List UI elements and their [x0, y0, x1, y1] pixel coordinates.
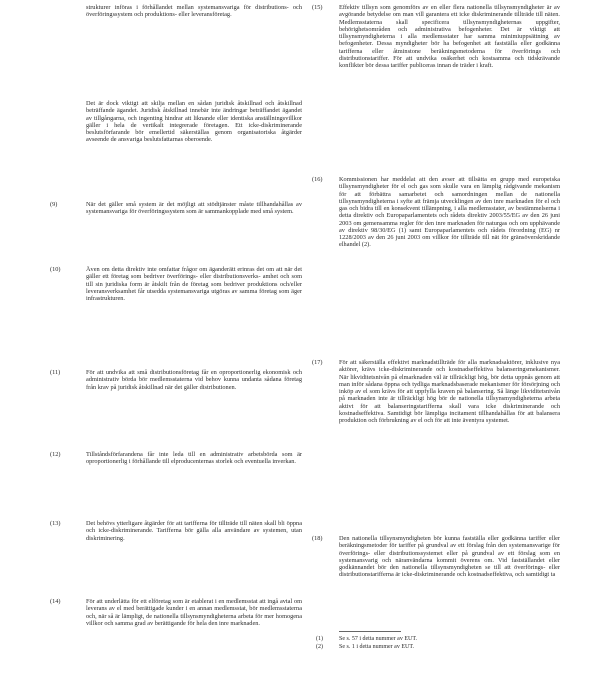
- paragraph-text: strukturer införas i förhållandet mellan systemansvariga för distributions- och överföringssystem och produktions- eller leveransföretag.: [86, 4, 302, 19]
- footnote-text: Se s. 1 i detta nummer av EUT.: [339, 644, 415, 650]
- paragraph-text: Även om detta direktiv inte omfattar frågor om äganderätt erinras det om att när det gäller ett företag som bedriver överförings- eller distributionsverks- amhet och som till sin juridiska form är åtskilt från de företag som bedriver produktions och/eller leveransverksamhet får utsedda systemansvariga utgöras av samma företag som äger infrastrukturen.: [86, 266, 302, 302]
- footnote-marker: (2): [316, 644, 323, 650]
- footnote: [312, 644, 560, 651]
- paragraph-text: För att underlätta för ett elföretag som är etablerat i en medlemsstat att ingå avtal om leverans av el med berättigade kunder i en annan medlemsstat, bör medlemsstaterna och, när så är lämpligt, de nationella tillsynsmyndigheterna arbeta för mer homogena villkor och samma grad av berättigande för hela den inre marknaden.: [86, 598, 302, 627]
- paragraph-number: (14): [50, 598, 61, 605]
- paragraph: [50, 451, 302, 466]
- paragraph-text: Tillståndsförfarandena får inte leda till en administrativ arbetsbörda som är oproportionerlig i förhållande till elproducenternas storlek och eventuella inverkan.: [86, 451, 302, 466]
- paragraph: [50, 598, 302, 627]
- paragraph: [312, 359, 560, 424]
- paragraph: [312, 176, 560, 249]
- paragraph: [312, 4, 560, 69]
- paragraph-text: Kommissionen har meddelat att den avser att tillsätta en grupp med europeiska tillsynsmyndigheter för el och gas som skulle vara en lämplig rådgivande mekanism för att förbättra samarbetet och samordningen mellan de nationella tillsynsmyndigheterna i syfte att främja utvecklingen av den inre marknaden för el och gas och bidra till en konsekvent tillämpning, i alla medlemsstater, av bestämmelserna i detta direktiv och Europaparlamentets och rådets direktiv 2003/55/EG av den 26 juni 2003 om gemensamma regler för den inre marknaden för naturgas och om upphävande av direktiv 98/30/EG (1) samt Europaparlamentets och rådets förordning (EG) nr 1228/2003 av den 26 juni 2003 om villkor för tillträde till nät för gränsöverskridande elhandel (2).: [339, 176, 560, 249]
- paragraph-text: För att säkerställa effektivt marknadstillträde för alla marknadsaktörer, inklusive nya aktörer, krävs icke-diskriminerande och kostnadseffektiva balanseringsmekanismer. När likviditetsnivån på elmarknaden väl är tillräckligt hög, bör detta uppnås genom att man inför sådana öppna och tydliga marknadsbaserade mekanismer för försörjning och inköp av el som krävs för att uppfylla kraven på balansering. Så länge likviditetsnivån på marknaden inte är tillräckligt hög bör de nationella tillsynsmyndigheterna arbeta aktivt för att balanseringstarifferna skall vara icke diskriminerande och kostnadseffektiva. Samtidigt bör lämpliga incitament tillhandahållas för att balansera produktion och förbrukning av el och för att inte äventyra systemet.: [339, 359, 560, 424]
- paragraph-number: (15): [312, 4, 323, 11]
- footnote-text: Se s. 57 i detta nummer av EUT.: [339, 636, 418, 642]
- paragraph: [50, 201, 302, 216]
- paragraph-text: Det behövs ytterligare åtgärder för att tarifferna för tillträde till näten skall bli öppna och icke-diskriminerande. Tarifferna bör gälla alla användare av systemen, utan diskriminering.: [86, 520, 302, 542]
- footnote-marker: (1): [316, 636, 323, 642]
- paragraph-text: För att undvika att små distributionsföretag får en oproportionerlig ekonomisk och administrativ börda bör medlemsstaterna vid behov kunna undanta sådana företag från krav på juridisk åtskillnad när det gäller distributionen.: [86, 369, 302, 391]
- paragraph-number: (12): [50, 451, 61, 458]
- paragraph-text: När det gäller små system är det möjligt att stödtjänster måste tillhandahållas av systemansvariga för överföringssystem som är sammankopplade med små system.: [86, 201, 302, 216]
- paragraph: [50, 266, 302, 302]
- paragraph-number: (17): [312, 359, 323, 366]
- paragraph-number: (16): [312, 176, 323, 183]
- paragraph: [312, 535, 560, 579]
- paragraph: [50, 369, 302, 391]
- paragraph: [50, 520, 302, 542]
- paragraph-number: (10): [50, 266, 61, 273]
- paragraph-number: (9): [50, 201, 58, 208]
- paragraph-number: (13): [50, 520, 61, 527]
- paragraph-text: Det är dock viktigt att skilja mellan en sådan juridisk åtskillnad och åtskillnad beträffande ägandet. Juridisk åtskillnad innebär inte ändringar beträffandet ägandet av tillgångarna, och ingenting hindrar att liknande eller identiska anställningsvillkor gäller i hela de vertikalt integrerade företagen. Ett icke-diskriminerande beslutsförfarande bör emellertid säkerställas genom organisatoriska åtgärder avseende de ansvariga beslutsfattarnas oberoende.: [86, 100, 302, 144]
- footnote-divider: [339, 631, 401, 632]
- paragraph: [50, 4, 302, 19]
- paragraph-number: (11): [50, 369, 61, 376]
- footnote: [312, 636, 560, 643]
- paragraph-number: (18): [312, 535, 323, 542]
- paragraph-text: Den nationella tillsynsmyndigheten bör kunna fastställa eller godkänna tariffer eller beräkningsmetoder för tariffer på grundval av ett förslag från den systemansvarige för överförings- eller distributionssystemet eller på grundval av ett förslag som en systemansvarig och näranvändarna kommit överens om. Vid fastställandet eller godkännandet bör den nationella tillsynsmyndigheten se till att överförings- eller distributionstarifferna är icke-diskriminerande och kostnadseffektiva, och samtidigt ta: [339, 535, 560, 579]
- paragraph-text: Effektiv tillsyn som genomförs av en eller flera nationella tillsynsmyndigheter är av avgörande betydelse om man vill garantera ett icke diskriminerande tillträde till näten. Medlemsstaterna skall specificera tillsynsmyndigheternas uppgifter, behörighetsområden och administrativa befogenheter. Det är viktigt att tillsynsmyndigheterna i alla medlemsstater har samma minimiuppsättning av befogenheter. Dessa myndigheter bör ha befogenhet att fastställa eller godkänna tarifferna eller åtminstone beräkningsmetoderna för överförings och distributionstariffer. För att undvika osäkerhet och kostsamma och tidskrävande konflikter bör dessa tariffer publiceras innan de träder i kraft.: [339, 4, 560, 69]
- paragraph: [50, 100, 302, 144]
